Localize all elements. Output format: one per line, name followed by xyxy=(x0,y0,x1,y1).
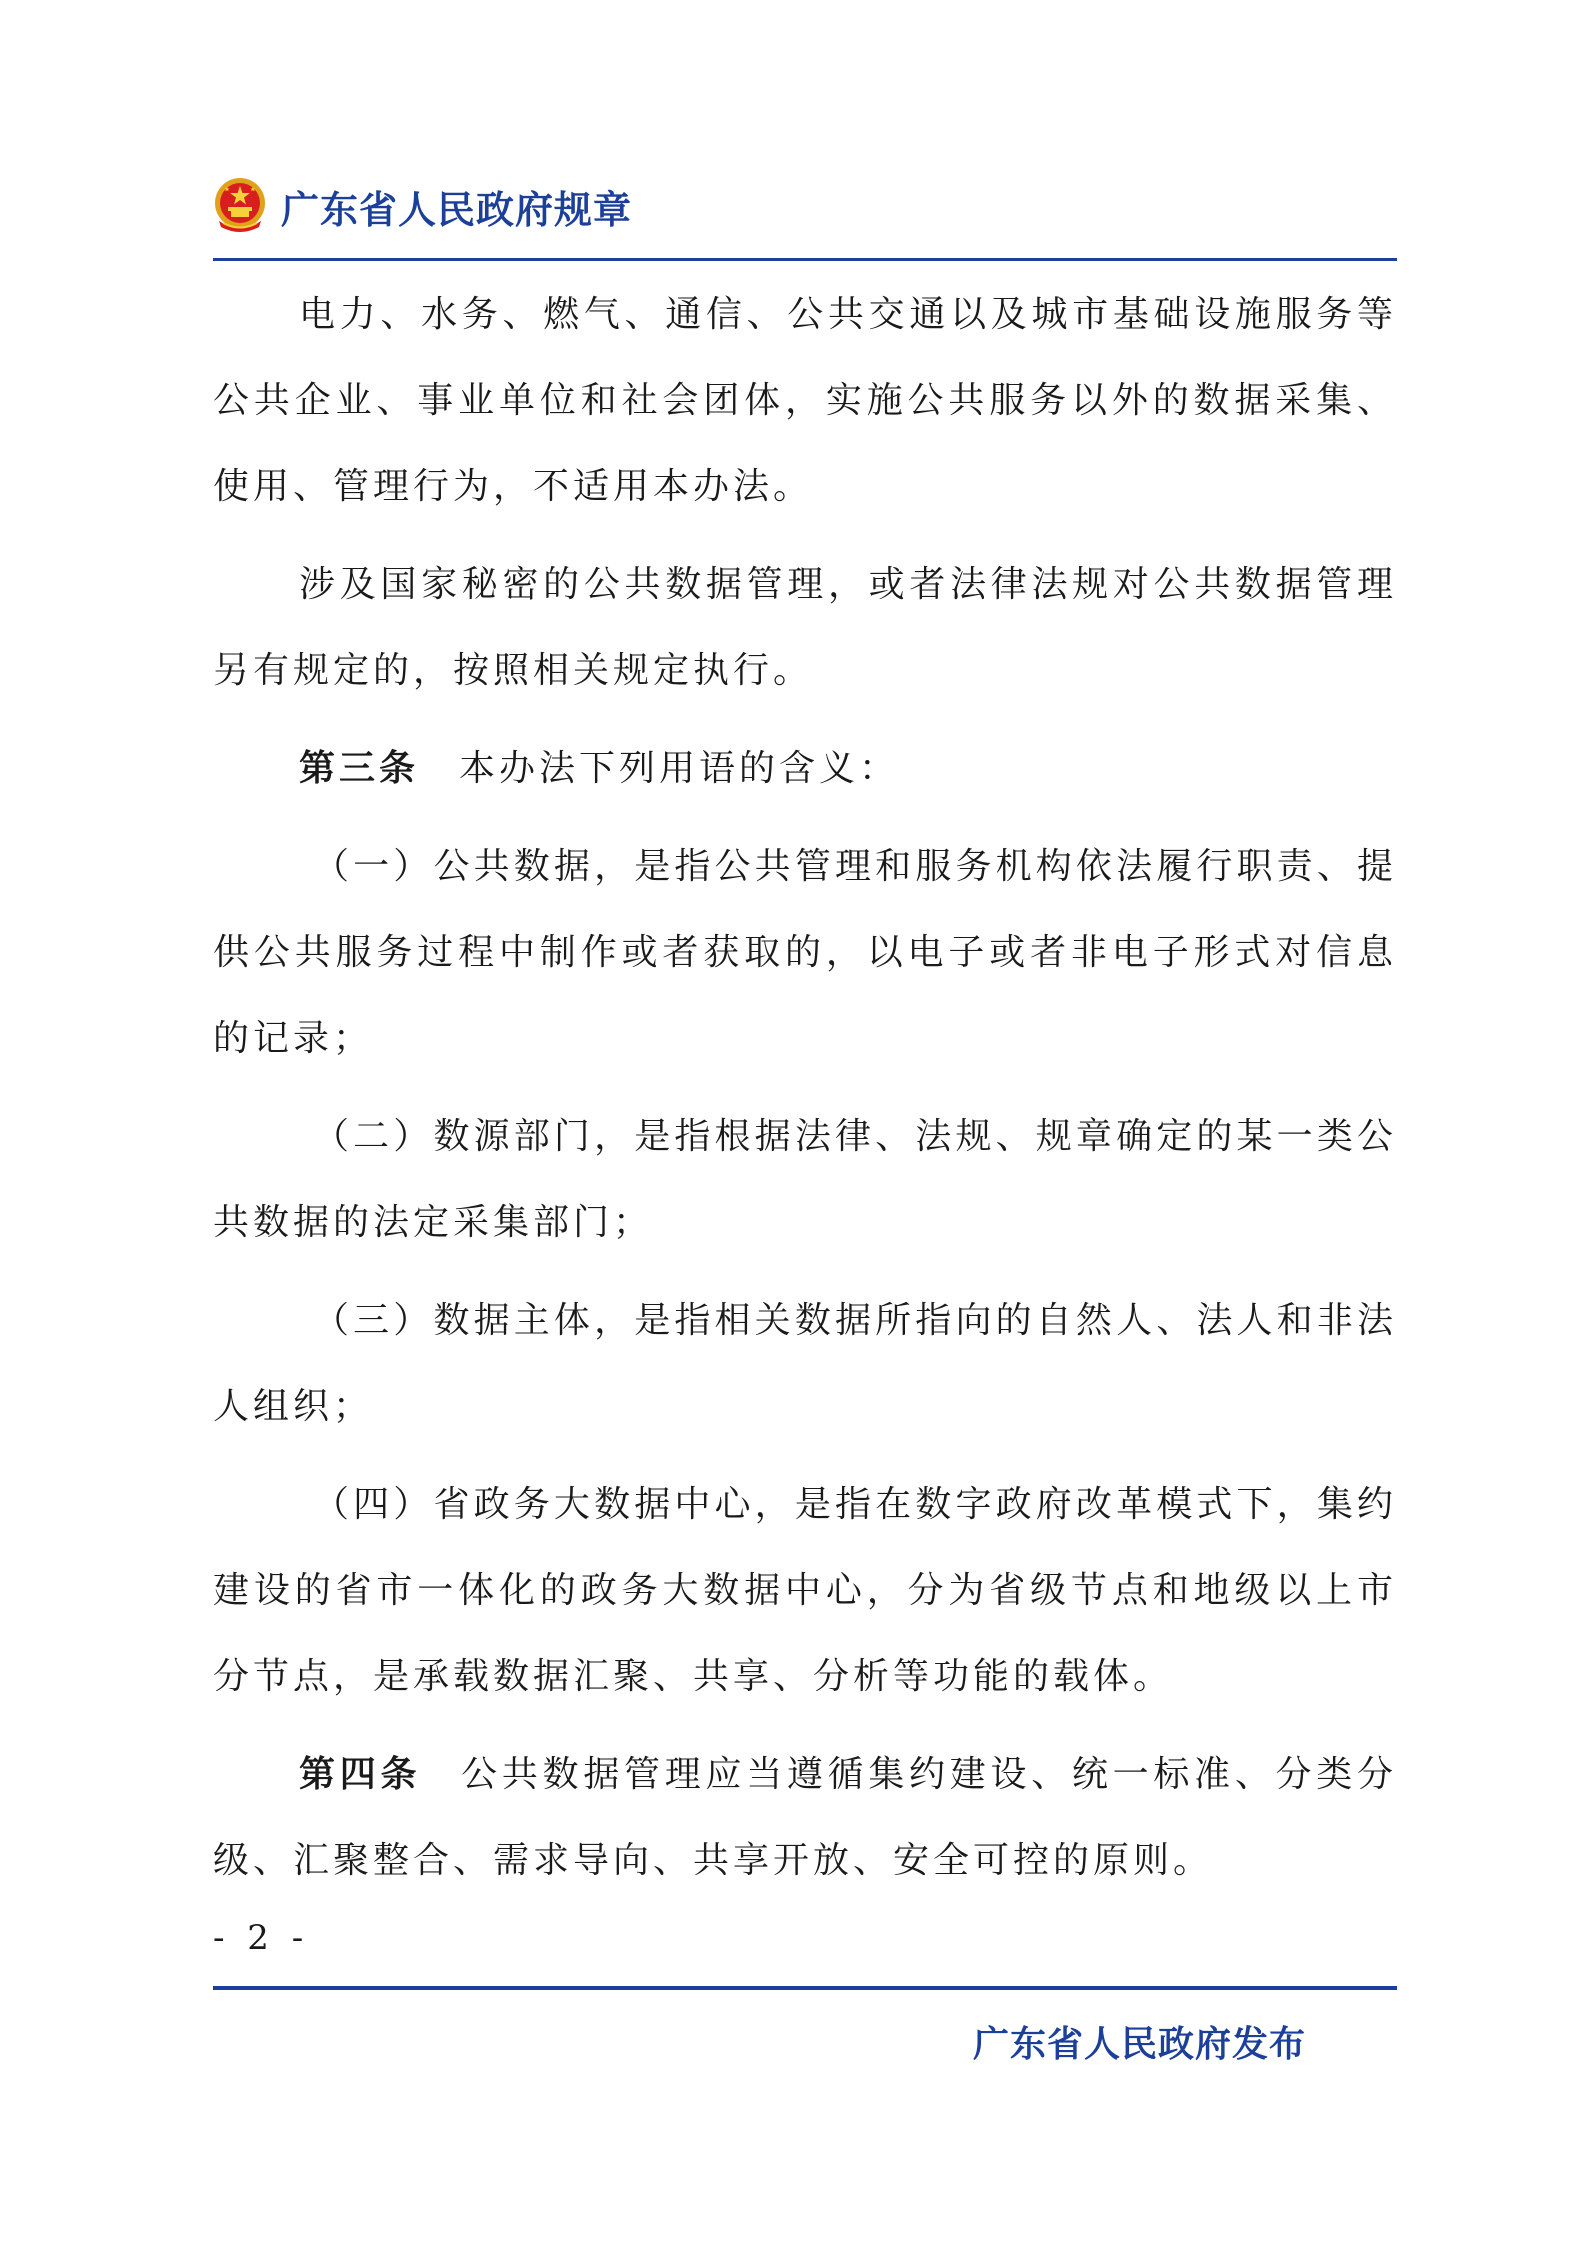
article-4-paragraph: 第四条 公共数据管理应当遵循集约建设、统一标准、分类分级、汇聚整合、需求导向、共享开放、安全可控的原则。 xyxy=(213,1754,1397,1881)
article-label: 第三条 xyxy=(299,748,420,789)
document-body xyxy=(213,272,1397,1904)
page-number: - 2 - xyxy=(213,1918,310,1958)
header-divider xyxy=(213,258,1397,261)
definition-item: （四）省政务大数据中心，是指在数字政府改革模式下，集约建设的省市一体化的政务大数据中心，分为省级节点和地级以上市分节点，是承载数据汇聚、共享、分析等功能的载体。 xyxy=(213,1484,1397,1697)
definition-item: （二）数源部门，是指根据法律、法规、规章确定的某一类公共数据的法定采集部门； xyxy=(213,1116,1397,1243)
publication-title: 广东省人民政府规章 xyxy=(281,187,633,232)
national-emblem-icon xyxy=(213,177,267,235)
definition-item: （三）数据主体，是指相关数据所指向的自然人、法人和非法人组织； xyxy=(213,1300,1397,1427)
document-header xyxy=(213,176,632,236)
article-3-paragraph: 第三条 本办法下列用语的含义： xyxy=(299,748,900,789)
paragraph: 电力、水务、燃气、通信、公共交通以及城市基础设施服务等公共企业、事业单位和社会团体，实施公共服务以外的数据采集、使用、管理行为，不适用本办法。 xyxy=(213,294,1397,507)
footer-publisher: 广东省人民政府发布 xyxy=(972,2024,1306,2065)
footer-divider xyxy=(213,1986,1397,1990)
definition-item: （一）公共数据，是指公共管理和服务机构依法履行职责、提供公共服务过程中制作或者获取的，以电子或者非电子形式对信息的记录； xyxy=(213,846,1397,1059)
article-label: 第四条 xyxy=(299,1754,422,1795)
paragraph: 涉及国家秘密的公共数据管理，或者法律法规对公共数据管理另有规定的，按照相关规定执行。 xyxy=(213,564,1397,691)
